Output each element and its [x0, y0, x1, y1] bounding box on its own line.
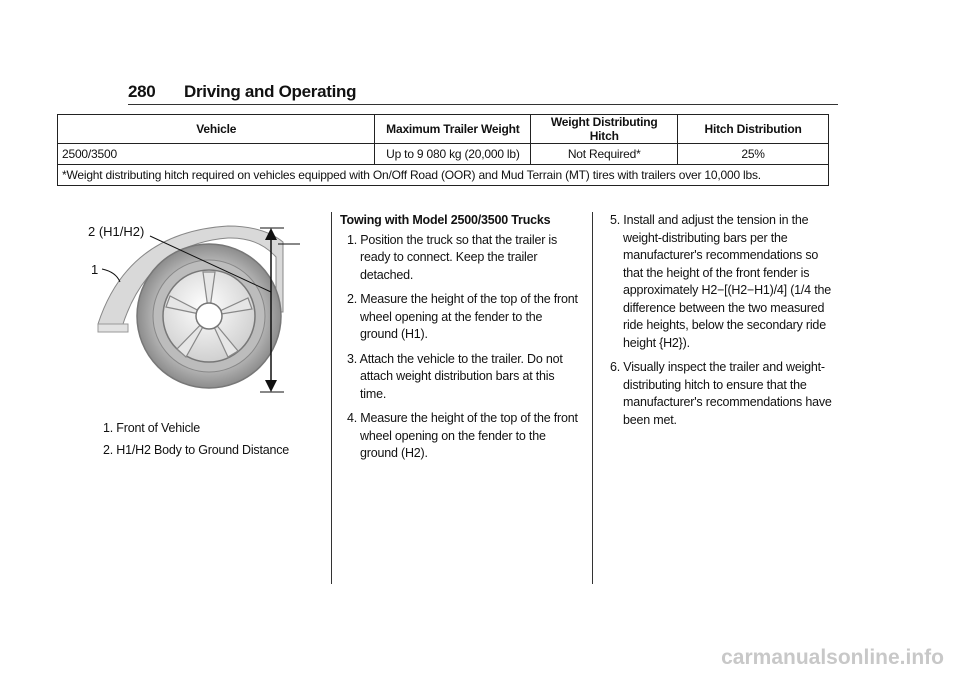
list-item: 1. Position the truck so that the trailer is ready to connect. Keep the trailer detached. [347, 232, 558, 282]
figure-caption-list [103, 420, 323, 463]
table-footnote-row [58, 165, 829, 186]
list-item: 4. Measure the height of the top of the front wheel opening on the fender to the ground (H2). [347, 411, 578, 460]
page-header [128, 82, 838, 105]
figure-label-1: 1 [91, 262, 99, 277]
column-header-distribution: Hitch Distribution [678, 115, 829, 144]
list-item: 5. Install and adjust the tension in the weight-distributing bars per the manufacturer's recommendations so that the height of the front fender is approximately H2−[(H2−H1)/4] (1/4 the difference between the two measured ride heights, below the secondary ride height {H2}). [610, 213, 831, 350]
watermark: carmanualsonline.info [721, 646, 944, 669]
wheel-figure [88, 212, 313, 402]
cell-distribution: 25% [678, 144, 829, 165]
section-title: Driving and Operating [184, 82, 357, 101]
list-item: 2. Measure the height of the top of the front wheel opening at the fender to the ground (H1). [347, 292, 578, 341]
column-header-hitch: Weight Distributing Hitch [531, 115, 678, 144]
list-item: 6. Visually inspect the trailer and weight-distributing hitch to ensure that the manufacturer's recommendations have been met. [610, 360, 832, 427]
cell-max-weight: Up to 9 080 kg (20,000 lb) [375, 144, 531, 165]
cell-vehicle: 2500/3500 [58, 144, 375, 165]
column-3 [603, 212, 841, 436]
table-header-row [58, 115, 829, 144]
list-item: 3. Attach the vehicle to the trailer. Do not attach weight distribution bars at this time. [347, 351, 563, 401]
column-header-max-weight: Maximum Trailer Weight [375, 115, 531, 144]
page-number: 280 [128, 82, 156, 101]
wheel-illustration [88, 212, 313, 402]
column-2 [340, 212, 580, 470]
column-divider [331, 212, 332, 584]
towing-heading: Towing with Model 2500/3500 Trucks [340, 213, 551, 227]
figure-label-2: 2 (H1/H2) [88, 224, 145, 239]
column-header-vehicle: Vehicle [58, 115, 375, 144]
table-footnote: *Weight distributing hitch required on vehicles equipped with On/Off Road (OOR) and Mud Terrain (MT) tires with trailers over 10,000 lbs. [58, 165, 829, 186]
list-item: 1. Front of Vehicle [103, 421, 200, 435]
column-divider [592, 212, 593, 584]
list-item: 2. H1/H2 Body to Ground Distance [103, 442, 290, 457]
trailer-spec-table [57, 114, 829, 186]
table-row [58, 144, 829, 165]
cell-hitch: Not Required* [531, 144, 678, 165]
